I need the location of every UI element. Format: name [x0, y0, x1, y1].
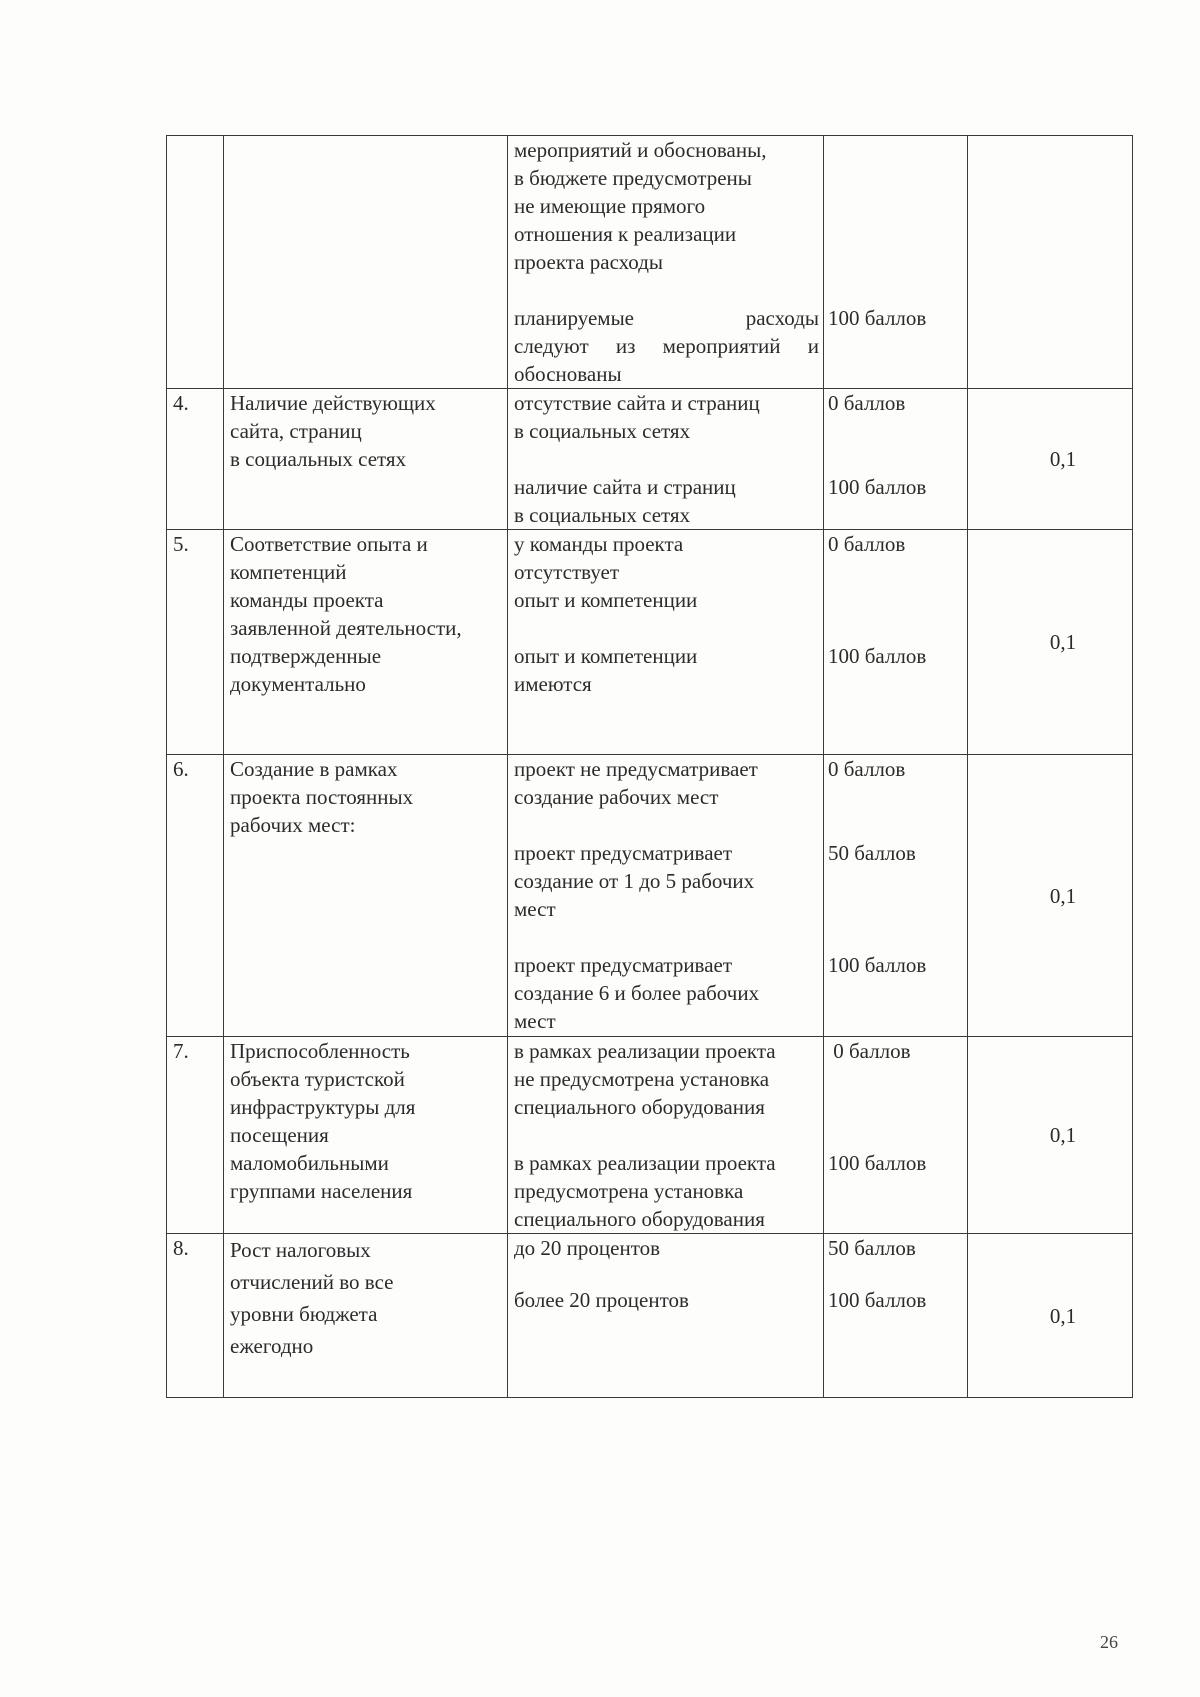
- page-number: 26: [1100, 1632, 1118, 1652]
- option-block: [514, 136, 819, 276]
- option-line: более 20 процентов: [514, 1288, 689, 1312]
- criterion-line: маломобильными: [230, 1151, 389, 1175]
- row-number-cell: [167, 136, 224, 389]
- table-row-6: [167, 755, 1133, 1037]
- points-value: 100 баллов: [828, 1288, 927, 1312]
- criterion-line: подтвержденные: [230, 644, 382, 668]
- options-cell: [508, 1234, 824, 1398]
- criterion-line: Рост налоговых: [230, 1238, 371, 1262]
- criterion-cell: [224, 755, 508, 1037]
- option-line: мест: [514, 897, 556, 921]
- coefficient-cell: 0,1: [968, 389, 1133, 530]
- coefficient-cell: 0,1: [968, 755, 1133, 1037]
- points-value: [828, 136, 963, 304]
- option-line: предусмотрена установка: [514, 1179, 744, 1203]
- points-value: 0 баллов: [828, 532, 906, 556]
- points-cell: [824, 1037, 968, 1234]
- option-line: [514, 332, 819, 360]
- option-line: создание рабочих мест: [514, 785, 719, 809]
- option-line: специального оборудования: [514, 1207, 765, 1231]
- option-line: проект не предусматривает: [514, 757, 758, 781]
- option-line: обоснованы: [514, 362, 622, 386]
- option-line: опыт и компетенции: [514, 644, 698, 668]
- option-word: и: [807, 334, 819, 358]
- criterion-cell: [224, 1037, 508, 1234]
- option-block: [514, 642, 819, 698]
- coefficient-cell: 0,1: [968, 1234, 1133, 1398]
- criterion-line: команды проекта: [230, 588, 384, 612]
- option-line: отношения к реализации: [514, 222, 737, 246]
- option-line: отсутствует: [514, 560, 620, 584]
- criterion-cell: [224, 530, 508, 755]
- points-value: 0 баллов: [828, 391, 906, 415]
- option-word: расходы: [745, 306, 819, 330]
- option-line: проект предусматривает: [514, 953, 733, 977]
- table-row-4: [167, 389, 1133, 530]
- options-cell: [508, 530, 824, 755]
- points-value: 100 баллов: [828, 1151, 927, 1175]
- options-cell: [508, 1037, 824, 1234]
- row-number-cell: 5.: [167, 530, 224, 755]
- option-block: [514, 1037, 819, 1121]
- option-word: мероприятий: [662, 334, 781, 358]
- criterion-line: группами населения: [230, 1179, 413, 1203]
- coefficient-cell: 0,1: [968, 1037, 1133, 1234]
- option-line: не предусмотрена установка: [514, 1067, 770, 1091]
- option-block: [514, 389, 819, 445]
- points-value: 50 баллов: [828, 1236, 916, 1260]
- option-line: у команды проекта: [514, 532, 684, 556]
- options-cell: [508, 389, 824, 530]
- criterion-line: Наличие действующих: [230, 391, 436, 415]
- criterion-line: посещения: [230, 1123, 329, 1147]
- criterion-line: ежегодно: [230, 1334, 314, 1358]
- option-line: проекта расходы: [514, 250, 663, 274]
- criterion-cell: [224, 389, 508, 530]
- coefficient-cell: 0,1: [968, 530, 1133, 755]
- option-block: [514, 304, 819, 388]
- points-value: 100 баллов: [828, 644, 927, 668]
- points-value: 0 баллов: [828, 757, 906, 781]
- option-word: из: [615, 334, 636, 358]
- table-row-8: [167, 1234, 1133, 1398]
- table-row-5: [167, 530, 1133, 755]
- criterion-line: Создание в рамках: [230, 757, 398, 781]
- criterion-line: компетенций: [230, 560, 347, 584]
- row-number-cell: 8.: [167, 1234, 224, 1398]
- coefficient-cell: [968, 136, 1133, 389]
- option-block: [514, 530, 819, 614]
- row-number-cell: 4.: [167, 389, 224, 530]
- option-line: не имеющие прямого: [514, 194, 706, 218]
- row-number-cell: 7.: [167, 1037, 224, 1234]
- option-line: [514, 304, 819, 332]
- points-value: 100 баллов: [828, 953, 927, 977]
- points-value: 100 баллов: [828, 475, 927, 499]
- points-cell: [824, 755, 968, 1037]
- criterion-line: Приспособленность: [230, 1039, 410, 1063]
- option-line: в рамках реализации проекта: [514, 1039, 776, 1063]
- option-line: до 20 процентов: [514, 1236, 661, 1260]
- points-cell: [824, 1234, 968, 1398]
- option-line: отсутствие сайта и страниц: [514, 391, 760, 415]
- option-word: планируемые: [514, 306, 635, 330]
- points-value: 0 баллов: [828, 1039, 911, 1063]
- table-row-7: [167, 1037, 1133, 1234]
- criterion-cell: [224, 1234, 508, 1398]
- option-line: опыт и компетенции: [514, 588, 698, 612]
- option-line: в социальных сетях: [514, 419, 691, 443]
- evaluation-criteria-table: [166, 135, 1133, 1398]
- criterion-line: документально: [230, 672, 366, 696]
- criterion-line: инфраструктуры для: [230, 1095, 416, 1119]
- option-line: проект предусматривает: [514, 841, 733, 865]
- option-line: мероприятий и обоснованы,: [514, 138, 767, 162]
- option-block: [514, 839, 819, 923]
- criterion-line: уровни бюджета: [230, 1302, 378, 1326]
- criterion-line: в социальных сетях: [230, 447, 407, 471]
- table-row-continuation: [167, 136, 1133, 389]
- points-value: 100 баллов: [828, 306, 927, 330]
- criterion-cell: [224, 136, 508, 389]
- option-line: специального оборудования: [514, 1095, 765, 1119]
- criterion-line: рабочих мест:: [230, 813, 356, 837]
- points-value: 50 баллов: [828, 841, 916, 865]
- criterion-line: сайта, страниц: [230, 419, 362, 443]
- points-cell: [824, 389, 968, 530]
- option-line: наличие сайта и страниц: [514, 475, 736, 499]
- points-cell: [824, 136, 968, 389]
- option-line: имеются: [514, 672, 592, 696]
- option-line: в социальных сетях: [514, 503, 691, 527]
- criterion-line: проекта постоянных: [230, 785, 414, 809]
- option-block: [514, 1149, 819, 1233]
- option-word: следуют: [514, 334, 589, 358]
- option-line: создание от 1 до 5 рабочих: [514, 869, 755, 893]
- option-block: [514, 473, 819, 529]
- option-block: [514, 755, 819, 811]
- option-line: мест: [514, 1009, 556, 1033]
- criterion-line: Соответствие опыта и: [230, 532, 428, 556]
- points-cell: [824, 530, 968, 755]
- option-line: в бюджете предусмотрены: [514, 166, 752, 190]
- option-line: в рамках реализации проекта: [514, 1151, 776, 1175]
- criterion-line: отчислений во все: [230, 1270, 394, 1294]
- options-cell: [508, 755, 824, 1037]
- option-block: [514, 951, 819, 1035]
- row-number-cell: 6.: [167, 755, 224, 1037]
- options-cell: [508, 136, 824, 389]
- option-line: создание 6 и более рабочих: [514, 981, 760, 1005]
- criterion-line: объекта туристской: [230, 1067, 405, 1091]
- criterion-line: заявленной деятельности,: [230, 616, 462, 640]
